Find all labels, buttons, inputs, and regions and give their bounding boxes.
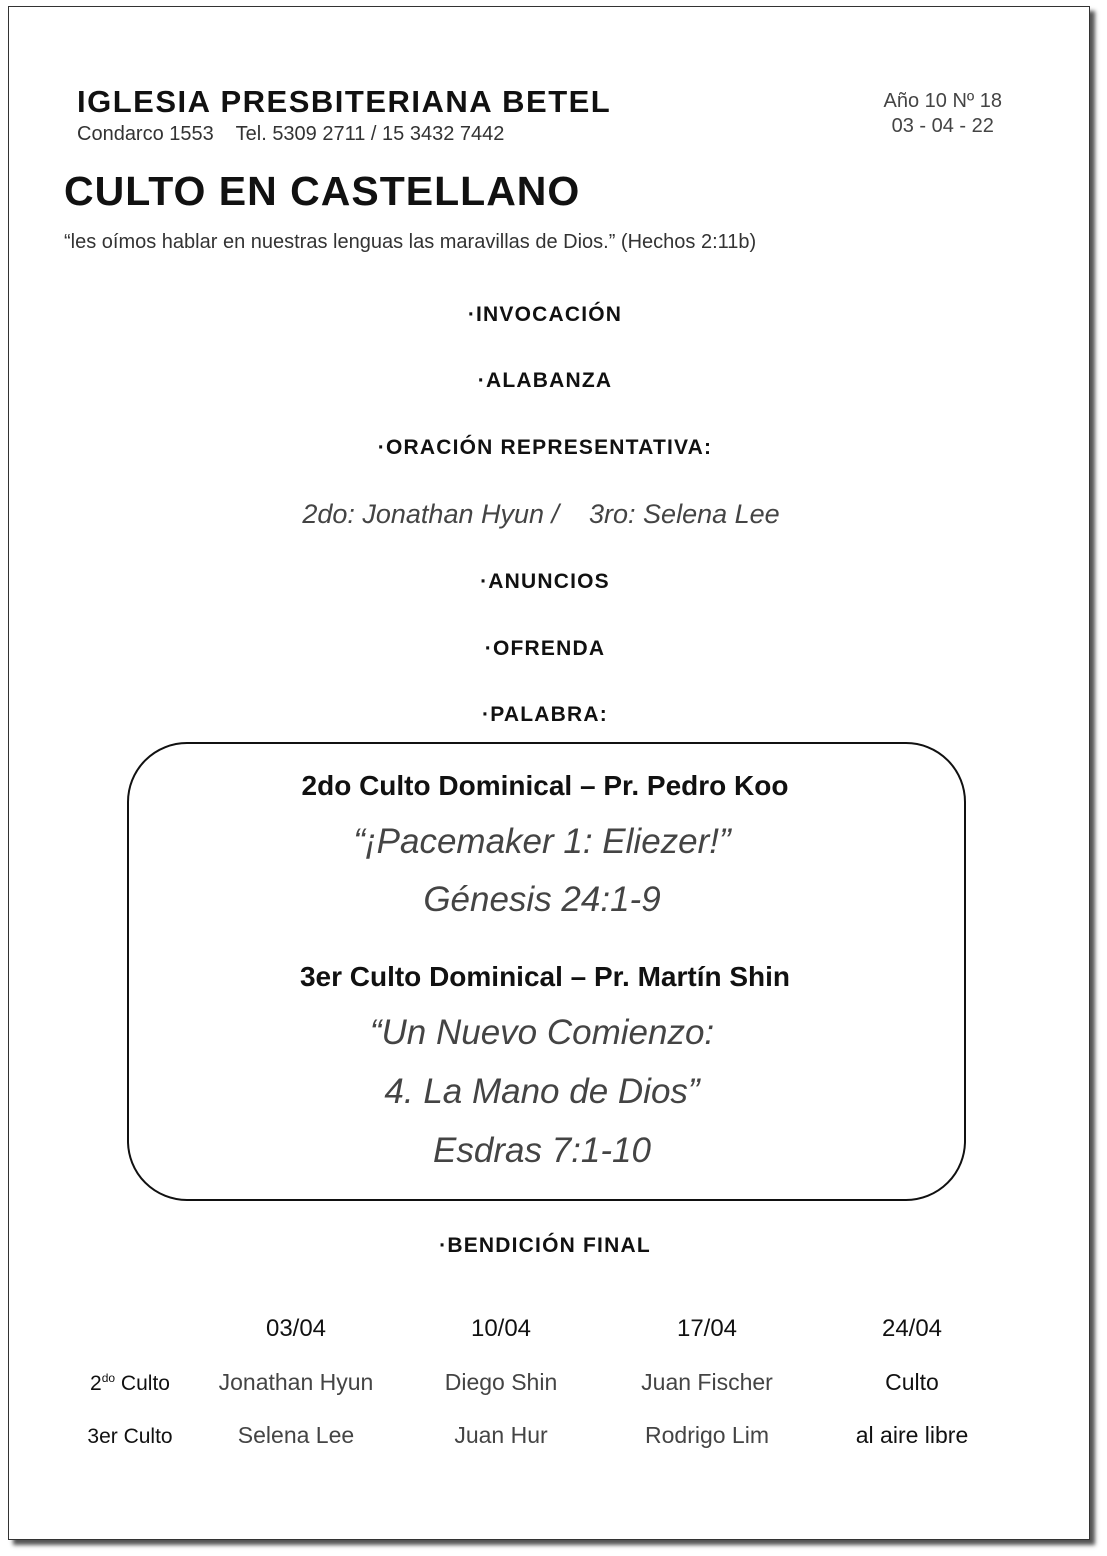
issue-number: Año 10 Nº 18 bbox=[883, 90, 1002, 112]
schedule-cell: Juan Hur bbox=[454, 1422, 548, 1448]
schedule-cell: Selena Lee bbox=[237, 1422, 355, 1448]
church-name: IGLESIA PRESBITERIANA BETEL bbox=[77, 84, 612, 119]
row-label-text: Culto bbox=[115, 1372, 170, 1395]
section-palabra: ·PALABRA: bbox=[482, 703, 608, 726]
schedule-cell: Culto bbox=[885, 1369, 939, 1395]
row-label-3er: 3er Culto bbox=[87, 1425, 173, 1448]
schedule-cell: Jonathan Hyun bbox=[218, 1369, 374, 1395]
sermon-3-heading: 3er Culto Dominical – Pr. Martín Shin bbox=[299, 961, 791, 992]
date-header: 10/04 bbox=[470, 1315, 532, 1342]
sermon-2-title: “¡Pacemaker 1: Eliezer!” bbox=[353, 822, 731, 861]
date-header: 17/04 bbox=[676, 1315, 738, 1342]
schedule-cell: Rodrigo Lim bbox=[645, 1422, 769, 1448]
schedule-cell: Juan Fischer bbox=[641, 1369, 773, 1395]
verse-quote: “les oímos hablar en nuestras lenguas las maravillas de Dios.” (Hechos 2:11b) bbox=[64, 231, 757, 253]
issue-info bbox=[884, 89, 1003, 139]
church-address: Condarco 1553 Tel. 5309 2711 / 15 3432 7442 bbox=[77, 123, 505, 145]
sermon-3-title-line2: 4. La Mano de Dios” bbox=[384, 1072, 700, 1111]
oracion-names: 2do: Jonathan Hyun / 3ro: Selena Lee bbox=[302, 499, 780, 529]
date-header: 24/04 bbox=[881, 1315, 943, 1342]
schedule-cell: al aire libre bbox=[855, 1422, 969, 1448]
section-anuncios: ·ANUNCIOS bbox=[480, 570, 610, 593]
section-oracion: ·ORACIÓN REPRESENTATIVA: bbox=[377, 436, 713, 459]
section-alabanza: ·ALABANZA bbox=[477, 369, 613, 392]
section-ofrenda: ·OFRENDA bbox=[484, 637, 606, 660]
issue-date: 03 - 04 - 22 bbox=[891, 115, 994, 137]
section-bendicion: ·BENDICIÓN FINAL bbox=[439, 1234, 651, 1257]
date-header: 03/04 bbox=[265, 1315, 327, 1342]
section-invocacion: ·INVOCACIÓN bbox=[467, 303, 623, 326]
page-title: CULTO EN CASTELLANO bbox=[64, 168, 581, 214]
sermon-3-passage: Esdras 7:1-10 bbox=[433, 1131, 651, 1170]
schedule-cell: Diego Shin bbox=[444, 1369, 558, 1395]
row-label-sup: do bbox=[101, 1371, 116, 1385]
sermon-2-passage: Génesis 24:1-9 bbox=[423, 880, 661, 919]
sermon-3-title-line1: “Un Nuevo Comienzo: bbox=[369, 1013, 715, 1052]
sermon-2-heading: 2do Culto Dominical – Pr. Pedro Koo bbox=[301, 770, 789, 801]
row-label-num: 2 bbox=[90, 1372, 102, 1395]
